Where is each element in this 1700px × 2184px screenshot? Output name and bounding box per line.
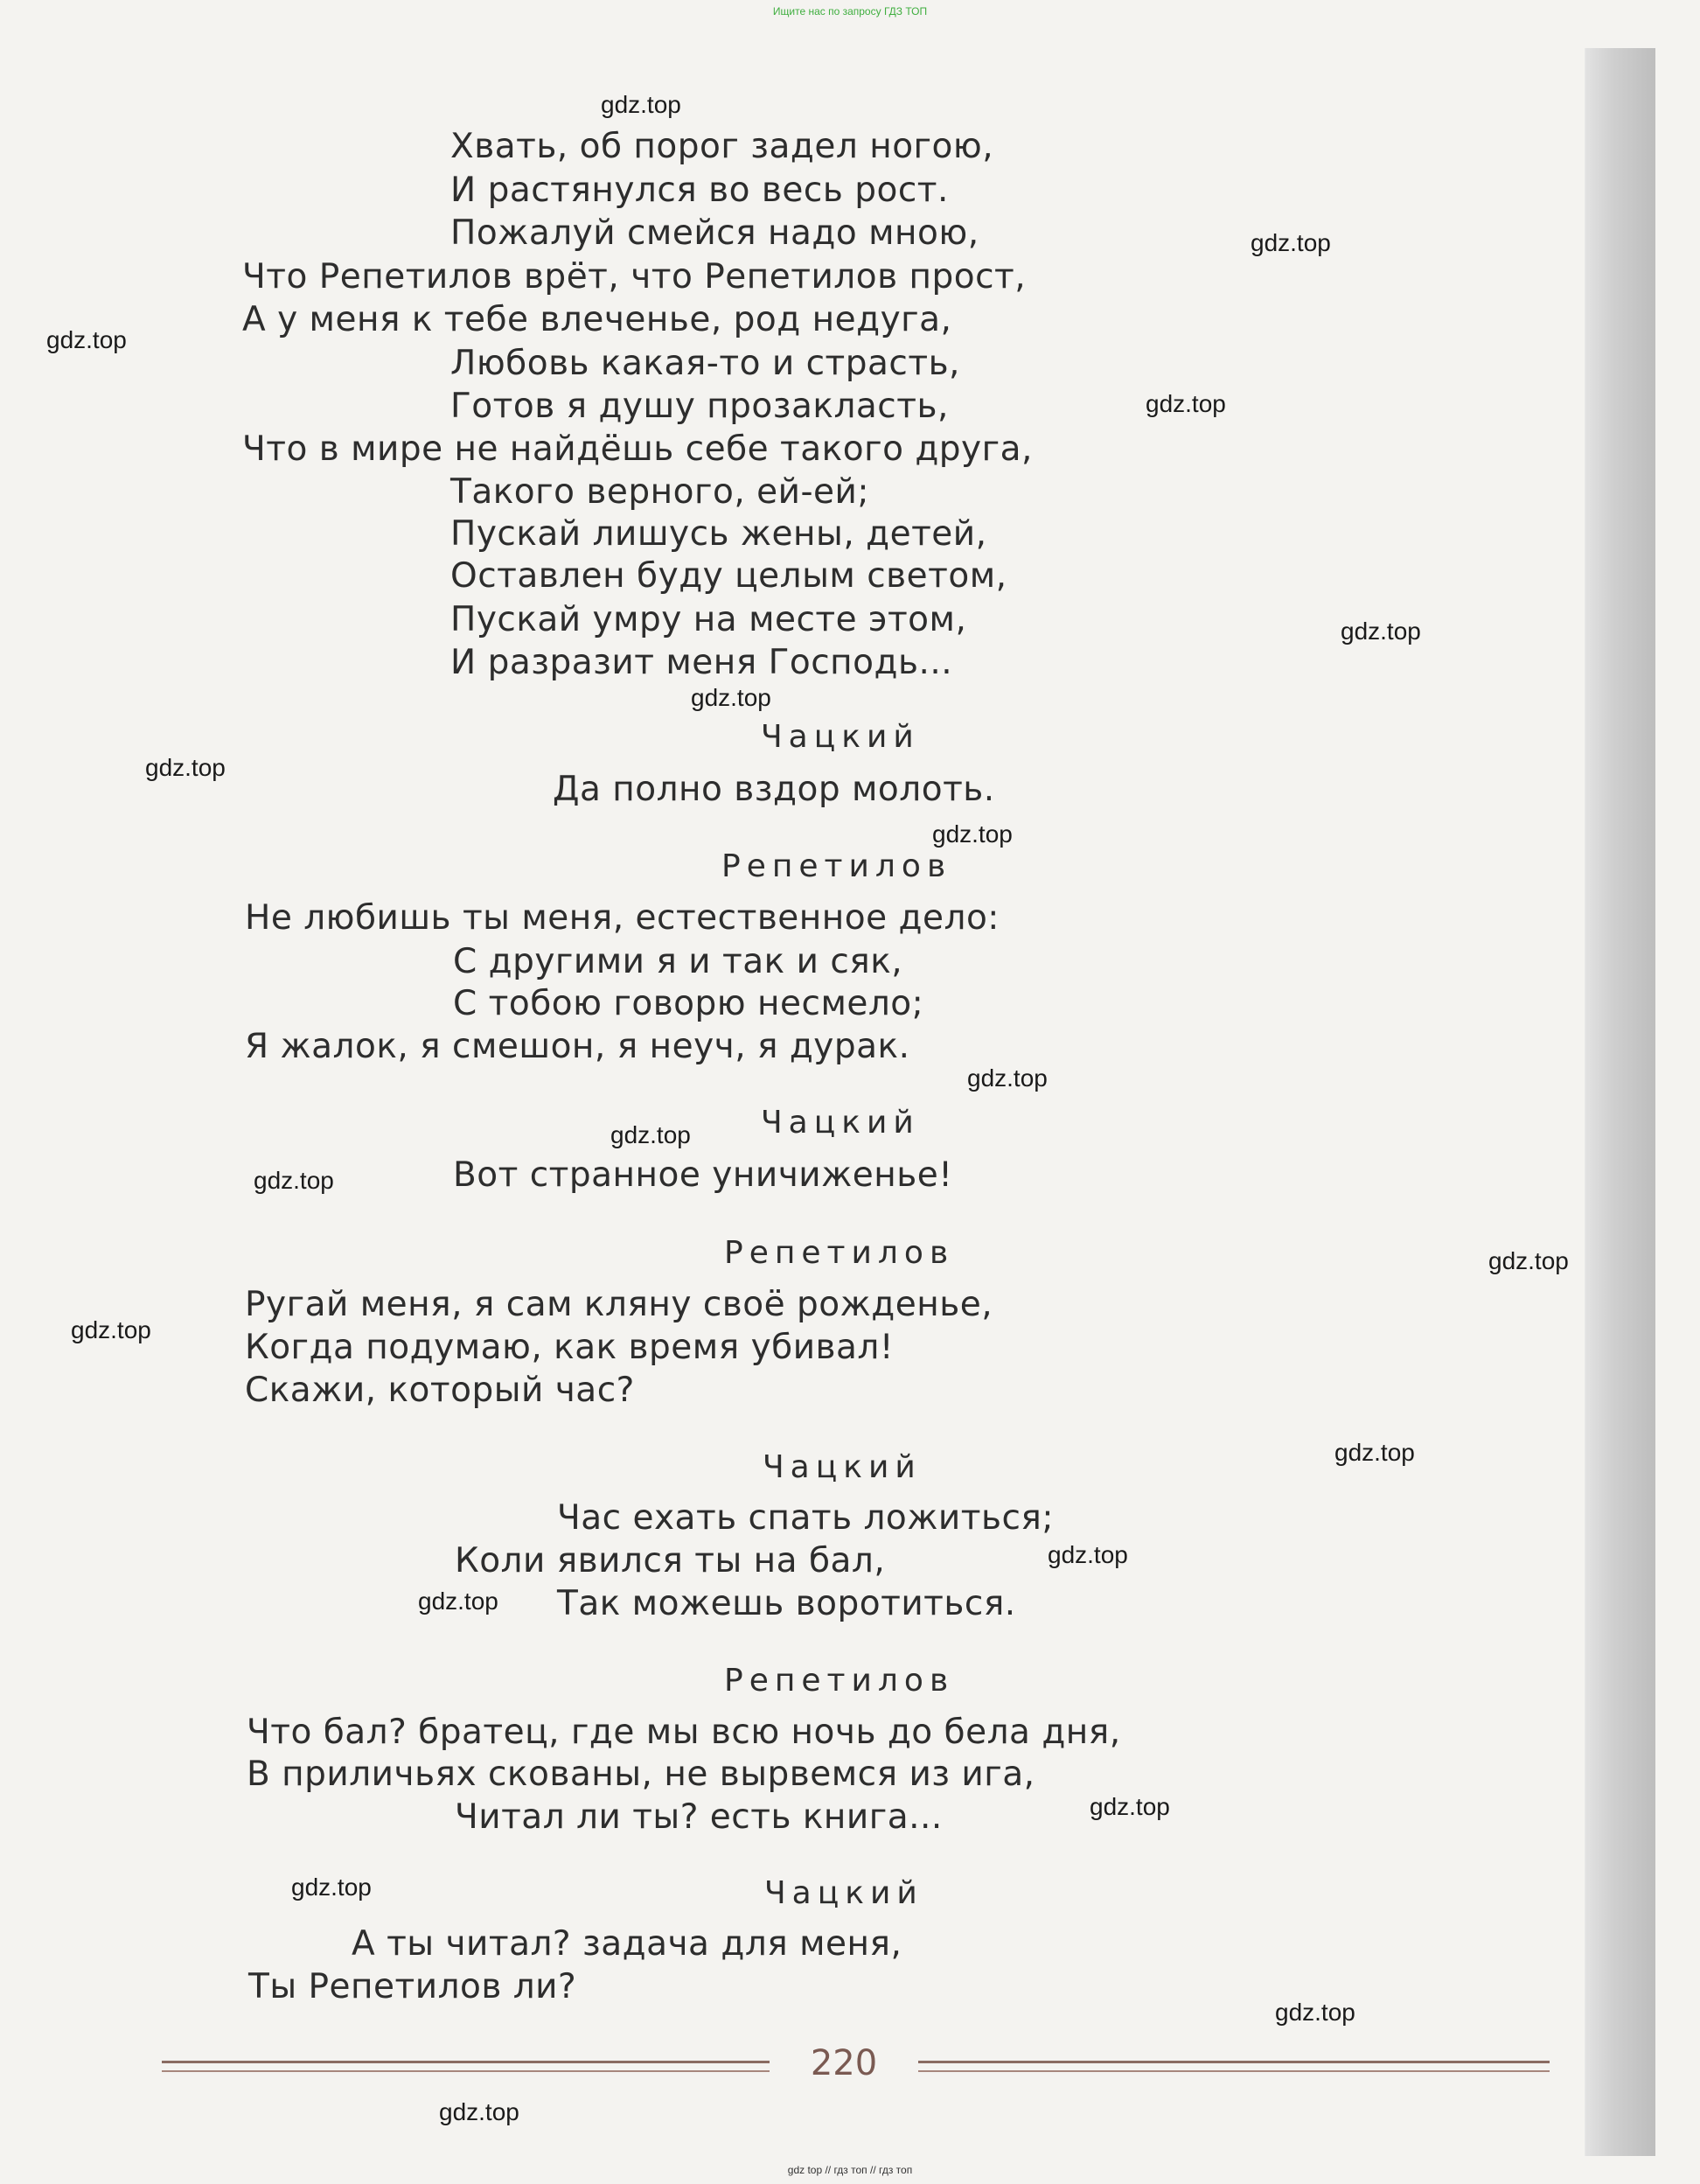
watermark: gdz.top bbox=[439, 2098, 519, 2125]
verse-line: Оставлен буду целым светом, bbox=[450, 556, 1007, 596]
verse-line: А у меня к тебе влеченье, род недуга, bbox=[242, 300, 952, 339]
speaker-name: Репетилов bbox=[724, 1663, 955, 1699]
verse-line: Вот странное уничиженье! bbox=[453, 1155, 953, 1195]
watermark: gdz.top bbox=[1488, 1247, 1569, 1274]
verse-line: Ты Репетилов ли? bbox=[248, 1967, 577, 2006]
verse-line: Коли явился ты на бал, bbox=[455, 1541, 886, 1580]
verse-line: Что в мире не найдёшь себе такого друга, bbox=[242, 429, 1033, 469]
watermark: gdz.top bbox=[1251, 229, 1331, 256]
verse-line: Да полно вздор молоть. bbox=[553, 770, 995, 809]
verse-line: С тобою говорю несмело; bbox=[453, 984, 924, 1023]
verse-line: В приличьях скованы, не вырвемся из ига, bbox=[247, 1755, 1035, 1794]
watermark: gdz.top bbox=[610, 1121, 691, 1148]
header-note: Ищите нас по запросу ГДЗ ТОП bbox=[772, 5, 928, 17]
watermark: gdz.top bbox=[254, 1167, 334, 1194]
speaker-name: Репетилов bbox=[721, 848, 952, 884]
speaker-name: Чацкий bbox=[763, 1449, 922, 1485]
watermark: gdz.top bbox=[967, 1064, 1048, 1092]
verse-line: Готов я душу прозакласть, bbox=[450, 387, 949, 426]
watermark: gdz.top bbox=[1275, 1999, 1355, 2026]
watermark: gdz.top bbox=[932, 820, 1013, 848]
verse-line: Хвать, об порог задел ногою, bbox=[450, 127, 994, 166]
verse-line: И разразит меня Господь... bbox=[450, 643, 953, 682]
verse-line: Такого верного, ей-ей; bbox=[450, 472, 870, 512]
verse-line: Так можешь воротиться. bbox=[557, 1584, 1016, 1623]
verse-line: Что Репетилов врёт, что Репетилов прост, bbox=[242, 257, 1027, 297]
speaker-name: Репетилов bbox=[724, 1235, 955, 1271]
footer-note: gdz top // гдз топ // гдз топ bbox=[787, 2164, 913, 2176]
verse-line: Пожалуй смейся надо мною, bbox=[450, 213, 979, 253]
verse-line: И растянулся во весь рост. bbox=[450, 171, 949, 210]
verse-line: Час ехать спать ложиться; bbox=[557, 1498, 1055, 1538]
verse-line: Ругай меня, я сам кляну своё рожденье, bbox=[245, 1285, 993, 1324]
speaker-name: Чацкий bbox=[761, 1105, 920, 1141]
watermark: gdz.top bbox=[418, 1587, 498, 1615]
watermark: gdz.top bbox=[46, 326, 127, 353]
page-number: 220 bbox=[810, 2043, 878, 2083]
watermark: gdz.top bbox=[145, 754, 226, 781]
footer-rule-left bbox=[162, 2061, 770, 2072]
verse-line: Любовь какая-то и страсть, bbox=[450, 344, 960, 383]
speaker-name: Чацкий bbox=[761, 719, 920, 755]
verse-line: Что бал? братец, где мы всю ночь до бела дня, bbox=[247, 1713, 1121, 1752]
verse-line: Я жалок, я смешон, я неуч, я дурак. bbox=[245, 1027, 910, 1066]
watermark: gdz.top bbox=[1341, 618, 1421, 645]
verse-line: Читал ли ты? есть книга... bbox=[455, 1797, 943, 1837]
footer-rule-right bbox=[918, 2061, 1550, 2072]
watermark: gdz.top bbox=[1334, 1439, 1415, 1466]
verse-line: Когда подумаю, как время убивал! bbox=[245, 1328, 894, 1367]
watermark: gdz.top bbox=[691, 684, 771, 711]
verse-line: А ты читал? задача для меня, bbox=[352, 1924, 902, 1964]
watermark: gdz.top bbox=[1146, 390, 1226, 417]
watermark: gdz.top bbox=[1090, 1793, 1170, 1820]
speaker-name: Чацкий bbox=[764, 1875, 923, 1911]
verse-line: Пускай лишусь жены, детей, bbox=[450, 514, 987, 554]
watermark: gdz.top bbox=[71, 1316, 151, 1343]
watermark: gdz.top bbox=[601, 91, 681, 118]
watermark: gdz.top bbox=[291, 1873, 372, 1901]
page-edge-shadow bbox=[1585, 48, 1655, 2156]
verse-line: Пускай умру на месте этом, bbox=[450, 600, 967, 639]
verse-line: Не любишь ты меня, естественное дело: bbox=[245, 898, 1000, 938]
verse-line: Скажи, который час? bbox=[245, 1371, 635, 1410]
verse-line: С другими я и так и сяк, bbox=[453, 942, 903, 981]
watermark: gdz.top bbox=[1048, 1541, 1128, 1568]
